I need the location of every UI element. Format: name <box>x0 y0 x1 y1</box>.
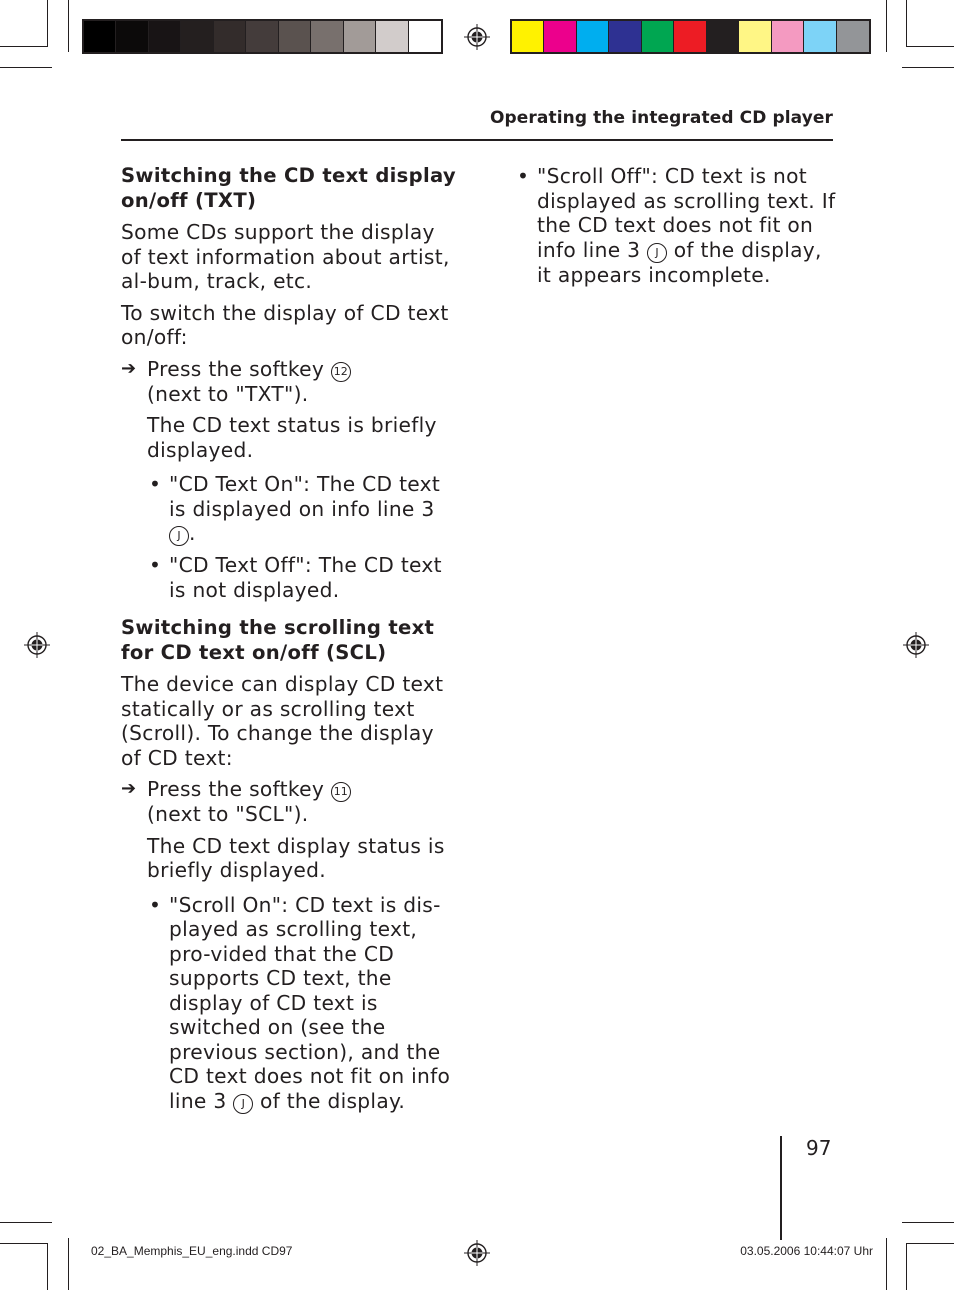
list-item-text: of the display. <box>259 1088 406 1113</box>
color-swatch <box>804 21 836 52</box>
footer-timestamp: 03.05.2006 10:44:07 Uhr <box>740 1244 873 1258</box>
registration-mark-icon <box>24 632 50 658</box>
color-swatch <box>376 21 408 52</box>
crop-mark <box>886 0 887 52</box>
crop-mark <box>47 1243 48 1290</box>
crop-mark <box>907 1243 954 1244</box>
list-item-text: . <box>189 521 196 545</box>
list-item <box>147 472 457 546</box>
crop-mark <box>47 0 48 47</box>
registration-mark-icon <box>464 24 490 50</box>
page-number: 97 <box>806 1136 832 1160</box>
bullet-icon: • <box>149 892 162 917</box>
crop-mark <box>68 0 69 52</box>
list-item <box>147 893 457 1114</box>
paragraph: To switch the display of CD text on/off: <box>121 300 449 349</box>
color-swatch <box>674 21 706 52</box>
bullet-icon: • <box>149 472 162 496</box>
reference-letter-badge: J <box>233 1094 253 1114</box>
crop-mark <box>907 46 954 47</box>
paragraph: The CD text status is briefly displayed. <box>147 413 437 462</box>
softkey-number-badge: 12 <box>331 362 351 382</box>
bullet-icon: • <box>517 164 530 188</box>
instruction-step <box>121 357 457 407</box>
footer-file-slug: 02_BA_Memphis_EU_eng.indd CD97 <box>91 1244 293 1258</box>
header-rule <box>121 139 833 141</box>
paragraph: The CD text display status is briefly displayed. <box>147 833 445 882</box>
paragraph: The device can display CD text statically or as scrolling text (Scroll). To change the display of CD text: <box>121 672 444 770</box>
crop-mark <box>902 1222 954 1223</box>
process-color-bar <box>510 19 871 54</box>
step-text: (next to "SCL"). <box>147 802 309 826</box>
color-swatch <box>772 21 804 52</box>
list-item-text: of the display, it appears incomplete. <box>537 237 822 287</box>
paragraph: Some CDs support the display of text information about artist, al-bum, track, etc. <box>121 220 450 293</box>
color-swatch <box>279 21 311 52</box>
crop-mark <box>0 67 52 68</box>
bullet-icon: • <box>149 553 162 577</box>
softkey-number-badge: 11 <box>331 782 351 802</box>
list-item <box>147 553 457 602</box>
arrow-icon: ➔ <box>121 357 137 379</box>
crop-mark <box>0 1243 47 1244</box>
step-text: Press the softkey <box>147 777 325 801</box>
color-swatch <box>181 21 213 52</box>
color-swatch <box>214 21 246 52</box>
crop-mark <box>0 46 47 47</box>
instruction-step <box>121 777 457 827</box>
color-swatch <box>84 21 116 52</box>
step-text: (next to "TXT"). <box>147 381 309 406</box>
crop-mark <box>902 67 954 68</box>
color-swatch <box>577 21 609 52</box>
color-swatch <box>837 21 869 52</box>
list-item <box>515 164 837 287</box>
page-number-rule <box>780 1136 782 1240</box>
color-swatch <box>642 21 674 52</box>
step-text: Press the softkey <box>147 356 325 381</box>
registration-mark-icon <box>464 1240 490 1266</box>
crop-mark <box>906 1243 907 1290</box>
color-swatch <box>409 21 441 52</box>
crop-mark <box>68 1238 69 1290</box>
arrow-icon: ➔ <box>121 778 137 799</box>
list-item-text: "CD Text Off": The CD text is not displayed. <box>169 553 442 602</box>
color-swatch <box>311 21 343 52</box>
crop-mark <box>906 0 907 47</box>
list-item-text: "CD Text On": The CD text is displayed on info line 3 <box>169 472 441 521</box>
crop-mark <box>0 1222 52 1223</box>
list-item-text: "Scroll On": CD text is dis-played as scrolling text, pro-vided that the CD supports CD text, the display of CD text is switched on (see the previous section), and the CD text does not fit on info line 3 <box>169 892 451 1113</box>
color-swatch <box>344 21 376 52</box>
grayscale-color-bar <box>82 19 443 54</box>
crop-mark <box>886 1238 887 1290</box>
list-item-text: "Scroll Off": CD text is not displayed as scrolling text. If the CD text does not fit on info line 3 <box>537 164 836 262</box>
registration-mark-icon <box>903 632 929 658</box>
color-swatch <box>739 21 771 52</box>
running-header: Operating the integrated CD player <box>489 108 833 128</box>
reference-letter-badge: J <box>169 526 189 546</box>
color-swatch <box>149 21 181 52</box>
color-swatch <box>512 21 544 52</box>
color-swatch <box>544 21 576 52</box>
color-swatch <box>609 21 641 52</box>
color-swatch <box>246 21 278 52</box>
color-swatch <box>116 21 148 52</box>
section-heading-txt: Switching the CD text display on/off (TXT) <box>121 164 456 212</box>
color-swatch <box>707 21 739 52</box>
left-column <box>121 164 457 1114</box>
section-heading-scl: Switching the scrolling text for CD text on/off (SCL) <box>121 616 435 664</box>
right-column <box>515 164 837 287</box>
reference-letter-badge: J <box>647 243 667 263</box>
